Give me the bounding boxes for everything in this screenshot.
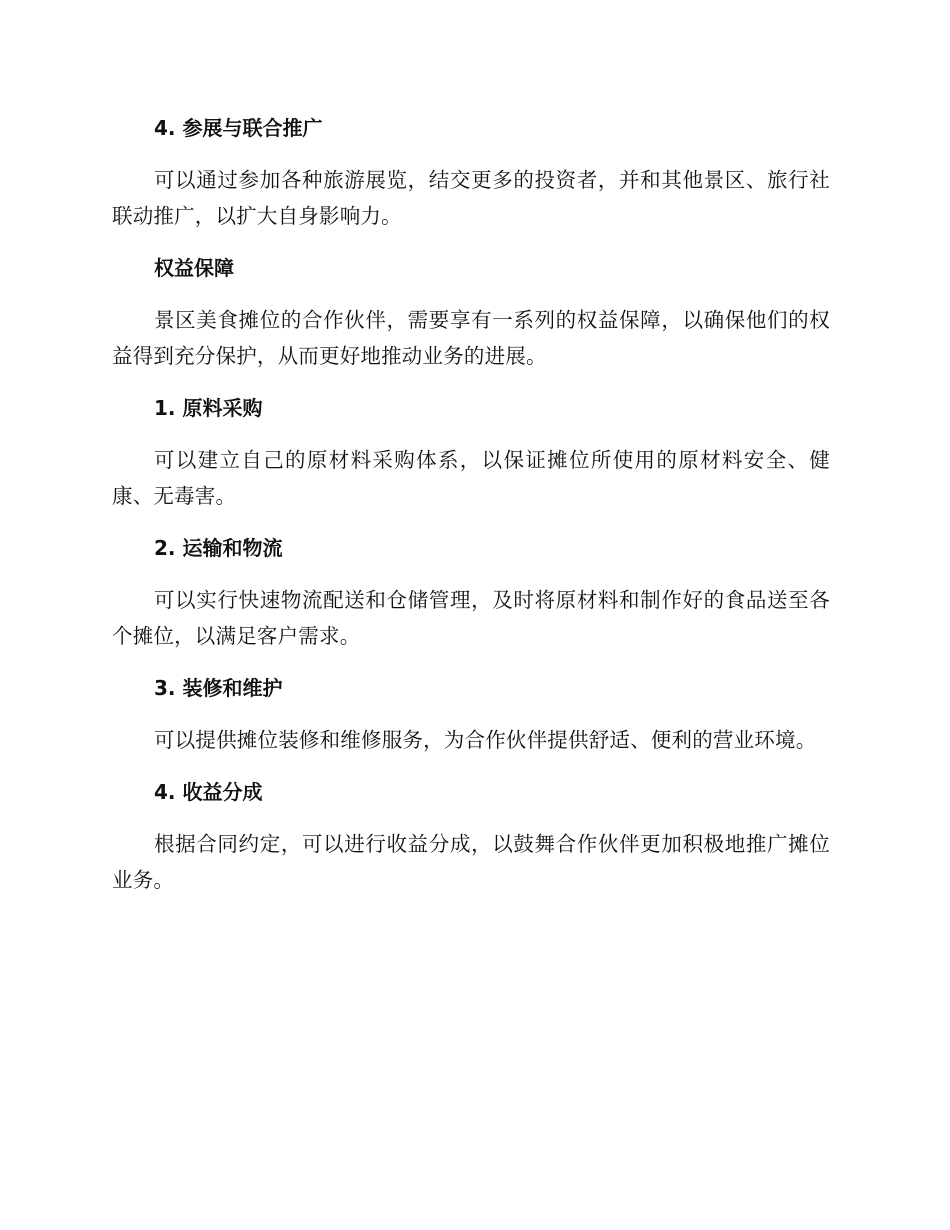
section-heading-revenue-share: 4. 收益分成 — [154, 780, 263, 804]
paragraph-maintenance: 可以提供摊位装修和维修服务，为合作伙伴提供舒适、便利的营业环境。 — [154, 728, 817, 752]
section-heading-maintenance: 3. 装修和维护 — [154, 676, 283, 700]
document-body — [112, 110, 830, 914]
section-heading-procurement: 1. 原料采购 — [154, 396, 263, 420]
section-heading-promotion: 4. 参展与联合推广 — [154, 116, 323, 140]
section-heading-rights: 权益保障 — [154, 256, 234, 280]
section-heading-logistics: 2. 运输和物流 — [154, 536, 283, 560]
paragraph-rights: 景区美食摊位的合作伙伴，需要享有一系列的权益保障，以确保他们的权益得到充分保护，从而更好地推动业务的进展。 — [112, 308, 830, 368]
paragraph-revenue-share: 根据合同约定，可以进行收益分成，以鼓舞合作伙伴更加积极地推广摊位业务。 — [112, 832, 830, 892]
paragraph-procurement: 可以建立自己的原材料采购体系，以保证摊位所使用的原材料安全、健康、无毒害。 — [112, 448, 830, 508]
paragraph-logistics: 可以实行快速物流配送和仓储管理，及时将原材料和制作好的食品送至各个摊位，以满足客户需求。 — [112, 588, 830, 648]
paragraph-promotion: 可以通过参加各种旅游展览，结交更多的投资者，并和其他景区、旅行社联动推广，以扩大自身影响力。 — [112, 168, 830, 228]
